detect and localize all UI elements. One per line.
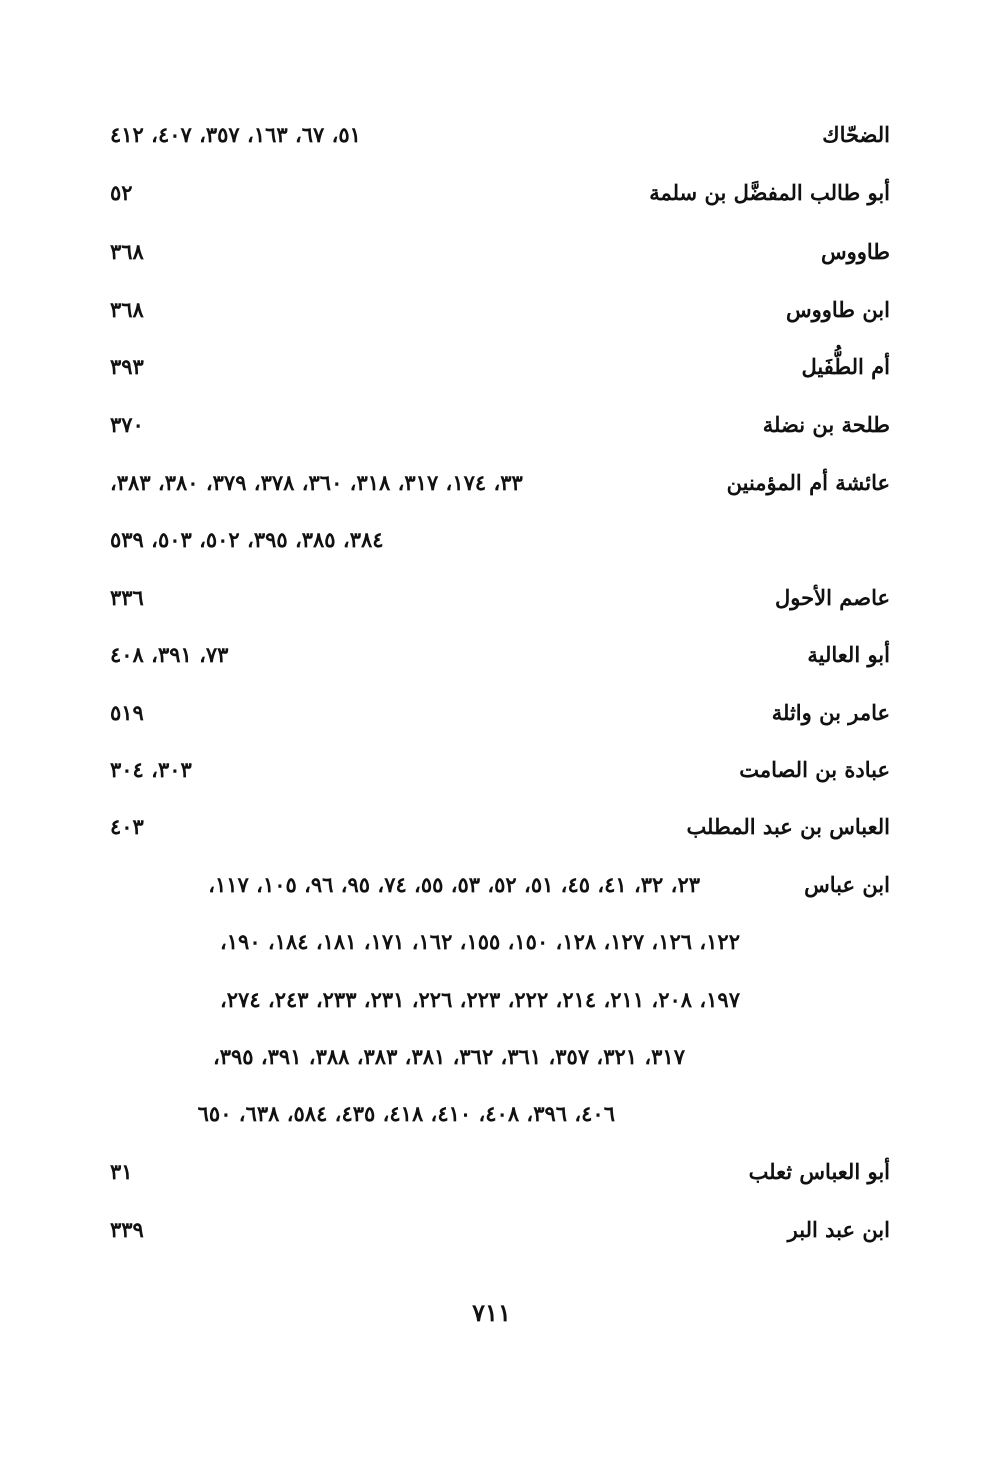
entry-pages: ٣٩٣: [110, 354, 144, 379]
entry-pages: ٣١: [110, 1159, 133, 1184]
index-entry: [110, 115, 890, 155]
index-entry: [110, 347, 890, 387]
entry-pages: ٣٧٠: [110, 412, 144, 437]
index-entry-continuation: [110, 1094, 890, 1134]
entry-name: العباس بن عبد المطلب: [686, 814, 890, 839]
entry-pages: ٤٠٦، ٣٩٦، ٤٠٨، ٤١٠، ٤١٨، ٤٣٥، ٥٨٤، ٦٣٨، ٦٥٠: [197, 1101, 615, 1126]
entry-name: ابن طاووس: [785, 297, 890, 322]
entry-pages: ٣٣٩: [110, 1217, 144, 1242]
entry-pages: ٣٣، ١٧٤، ٣١٧، ٣١٨، ٣٦٠، ٣٧٨، ٣٧٩، ٣٨٠، ٣٨٣،: [110, 470, 523, 495]
entry-pages: ٢٣، ٣٢، ٤١، ٤٥، ٥١، ٥٢، ٥٣، ٥٥، ٧٤، ٩٥، ٩٦، ١٠٥، ١١٧،: [208, 872, 700, 897]
entry-name: عائشة أم المؤمنين: [726, 470, 890, 495]
page-number: ٧١١: [472, 1298, 511, 1327]
entry-name: أبو العالية: [807, 642, 890, 667]
entry-pages: ٣٦٨: [110, 297, 144, 322]
entry-pages: ٥٢: [110, 180, 133, 205]
entry-name: أبو العباس ثعلب: [748, 1159, 890, 1184]
entry-name: عبادة بن الصامت: [739, 757, 890, 782]
entry-pages: ٣٣٦: [110, 585, 144, 610]
entry-pages: ١٩٧، ٢٠٨، ٢١١، ٢١٤، ٢٢٢، ٢٢٣، ٢٢٦، ٢٣١، ٢٣٣، ٢٤٣، ٢٧٤،: [220, 987, 740, 1012]
entry-pages: ٣٦٨: [110, 239, 144, 264]
entry-pages: ٣١٧، ٣٢١، ٣٥٧، ٣٦١، ٣٦٢، ٣٨١، ٣٨٣، ٣٨٨، ٣٩١، ٣٩٥،: [212, 1044, 685, 1069]
entry-name: أم الطُّفَيل: [801, 354, 890, 379]
index-entry: [110, 463, 890, 503]
entry-name: عاصم الأحول: [775, 585, 890, 610]
entry-pages: ٧٣، ٣٩١، ٤٠٨: [110, 642, 229, 667]
entry-pages: ٤٠٣: [110, 814, 144, 839]
entry-pages: ٣٨٤، ٣٨٥، ٣٩٥، ٥٠٢، ٥٠٣، ٥٣٩: [110, 527, 384, 552]
index-entry: [110, 1210, 890, 1250]
entry-name: أبو طالب المفضَّل بن سلمة: [649, 180, 890, 205]
index-entry: [110, 405, 890, 445]
index-entry: [110, 693, 890, 733]
entry-name: الضحّاك: [822, 122, 890, 147]
index-entry: [110, 807, 890, 847]
entry-pages: ٥١٩: [110, 700, 144, 725]
entry-name: ابن عبد البر: [787, 1217, 890, 1242]
index-entry: [110, 1152, 890, 1192]
entry-name: طاووس: [820, 239, 890, 264]
index-entry: [110, 232, 890, 272]
entry-name: عامر بن واثلة: [771, 700, 890, 725]
index-entry: [110, 290, 890, 330]
index-entry-continuation: [110, 922, 890, 962]
index-entry: [110, 750, 890, 790]
index-entry: [110, 865, 890, 905]
entry-name: طلحة بن نضلة: [762, 412, 890, 437]
index-entry-continuation: [110, 1037, 890, 1077]
index-entry: [110, 635, 890, 675]
index-entry-continuation: [110, 520, 890, 560]
entry-pages: ١٢٢، ١٢٦، ١٢٧، ١٢٨، ١٥٠، ١٥٥، ١٦٢، ١٧١، ١٨١، ١٨٤، ١٩٠،: [220, 929, 740, 954]
entry-name: ابن عباس: [804, 872, 890, 897]
index-entry: [110, 578, 890, 618]
index-entry: [110, 173, 890, 213]
entry-pages: ٥١، ٦٧، ١٦٣، ٣٥٧، ٤٠٧، ٤١٢: [110, 122, 361, 147]
entry-pages: ٣٠٣، ٣٠٤: [110, 757, 192, 782]
index-entry-continuation: [110, 980, 890, 1020]
